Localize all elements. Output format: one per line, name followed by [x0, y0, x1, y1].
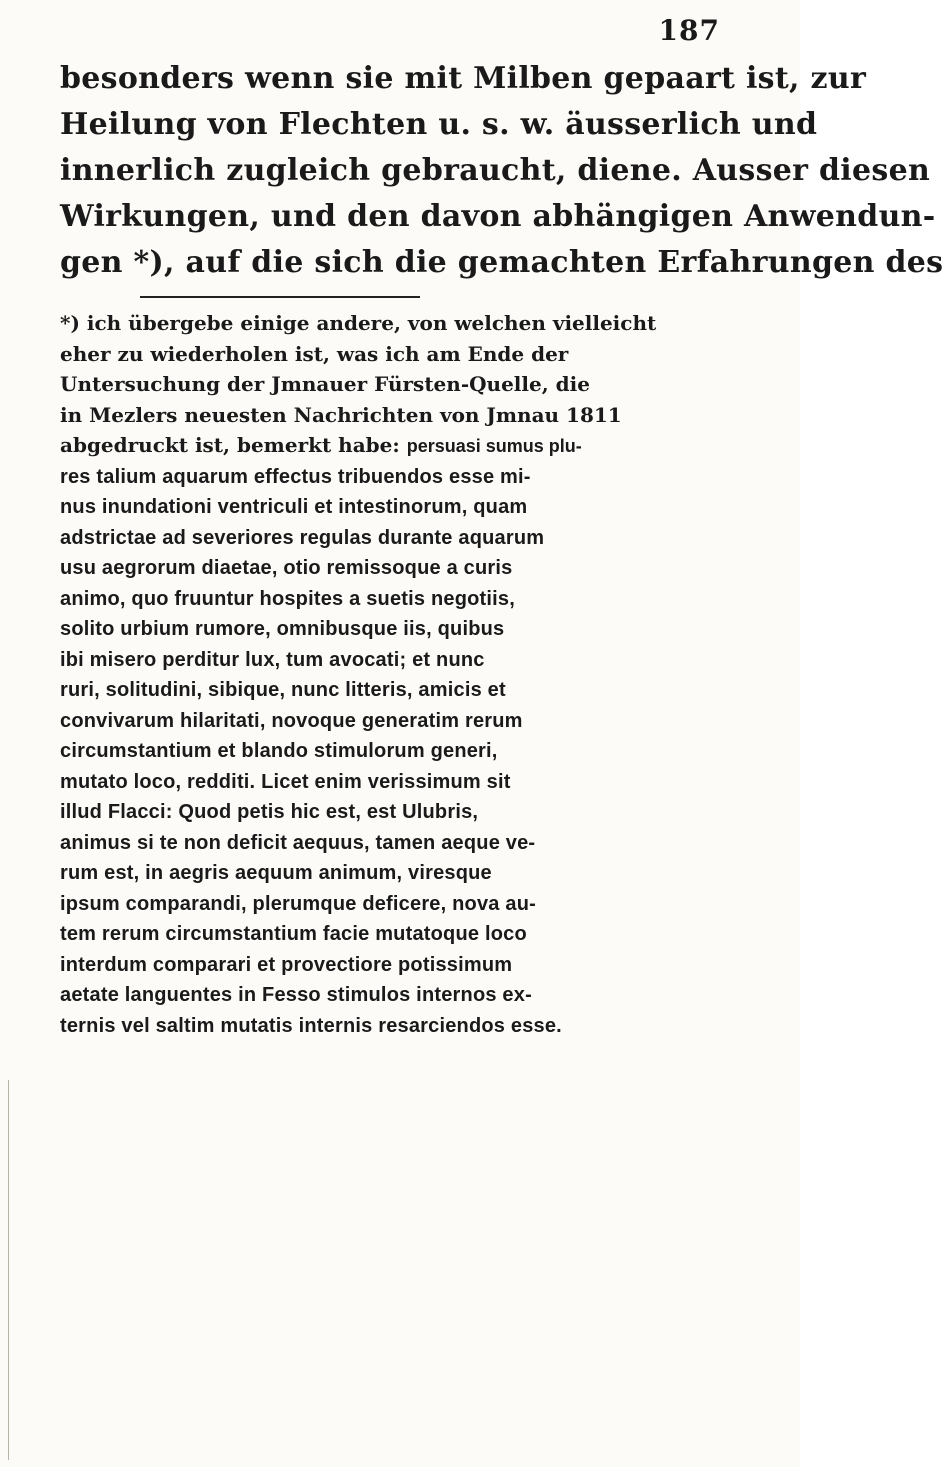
- footnote-latin-line: rum est, in aegris aequum animum, viresque: [60, 862, 492, 884]
- footnote-line: eher zu wiederholen ist, was ich am Ende der: [60, 341, 569, 366]
- footnote-latin-line: convivarum hilaritati, novoque generatim rerum: [60, 709, 523, 732]
- footnote-latin-line: usu aegrorum diaetae, otio remissoque a curis: [60, 557, 513, 579]
- footnote-latin-line: circumstantium et blando stimulorum generi,: [60, 740, 498, 762]
- footnote-latin-line: res talium aquarum effectus tribuendos esse mi-: [60, 465, 531, 488]
- footnote-block: [60, 308, 750, 1041]
- main-text-line: Heilung von Flechten u. s. w. äusserlich und: [60, 107, 818, 142]
- footnote-text: abgedruckt ist, bemerkt habe:: [60, 433, 400, 457]
- main-text-line: besonders wenn sie mit Milben gepaart ist, zur: [60, 61, 867, 96]
- footnote-marker: *): [60, 311, 80, 335]
- footnote-text: ich übergebe einige andere, von welchen vielleicht: [86, 311, 657, 335]
- footnote-line: in Mezlers neuesten Nachrichten von Jmnau 1811: [60, 402, 622, 427]
- footnote-line: [60, 430, 750, 462]
- footnote-divider: [140, 296, 420, 298]
- footnote-latin-line: interdum comparari et provectiore potissimum: [60, 953, 513, 976]
- main-text-line: gen *), auf die sich die gemachten Erfahrungen des: [60, 245, 943, 280]
- footnote-latin-line: tem rerum circumstantium facie mutatoque loco: [60, 923, 527, 945]
- footnote-line: Untersuchung der Jmnauer Fürsten-Quelle, die: [60, 372, 590, 396]
- footnote-latin-line: animo, quo fruuntur hospites a suetis negotiis,: [60, 587, 515, 610]
- page-edge-line: [8, 1080, 9, 1460]
- footnote-latin-line: adstrictae ad severiores regulas durante aquarum: [60, 526, 545, 549]
- footnote-latin-text: persuasi sumus plu-: [406, 436, 582, 456]
- footnote-latin-line: solito urbium rumore, omnibusque iis, quibus: [60, 618, 505, 640]
- footnote-latin-line: ternis vel saltim mutatis internis resarciendos esse.: [60, 1014, 562, 1037]
- footnote-latin-line: ibi misero perditur lux, tum avocati; et nunc: [60, 648, 485, 671]
- main-text-line: innerlich zugleich gebraucht, diene. Ausser diesen: [60, 153, 931, 188]
- footnote-latin-line: nus inundationi ventriculi et intestinorum, quam: [60, 496, 528, 518]
- footnote-latin-line: mutato loco, redditi. Licet enim verissimum sit: [60, 770, 511, 793]
- footnote-latin-line: aetate languentes in Fesso stimulos internos ex-: [60, 984, 532, 1006]
- footnote-latin-line: ipsum comparandi, plerumque deficere, nova au-: [60, 892, 536, 915]
- main-text-line: Wirkungen, und den davon abhängigen Anwendun-: [60, 199, 936, 234]
- footnote-line: [60, 308, 750, 339]
- footnote-latin-line: animus si te non deficit aequus, tamen aeque ve-: [60, 831, 536, 854]
- main-text-block: [60, 56, 943, 286]
- footnote-latin-line: ruri, solitudini, sibique, nunc litteris, amicis et: [60, 679, 506, 701]
- footnote-latin-line: illud Flacci: Quod petis hic est, est Ulubris,: [60, 801, 479, 823]
- page-number: 187: [658, 14, 720, 47]
